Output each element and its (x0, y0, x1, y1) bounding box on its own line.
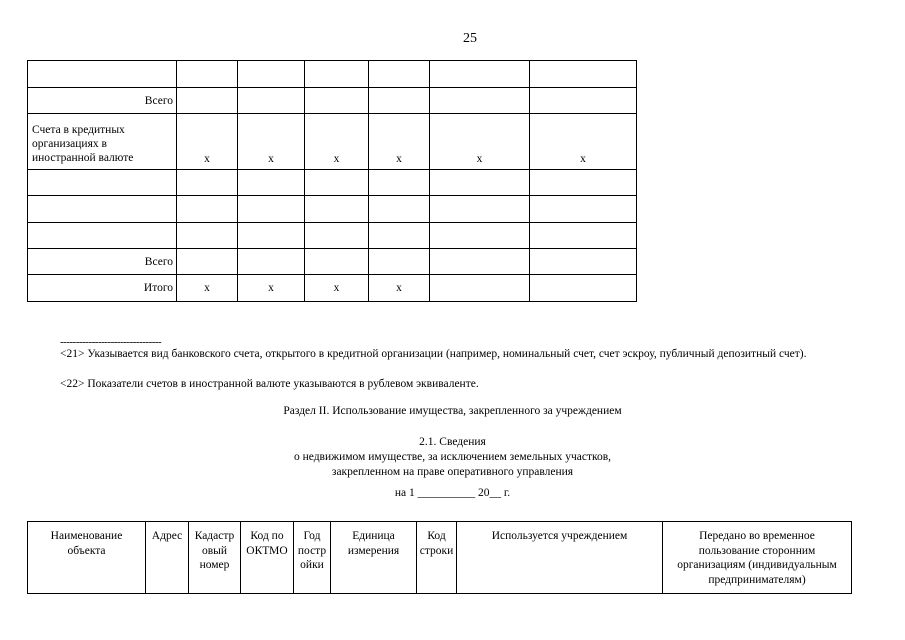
row-label-total: Всего (28, 88, 177, 114)
table-row (28, 170, 637, 196)
table-row (28, 88, 637, 114)
page-number: 25 (463, 31, 477, 46)
row-label-grand-total: Итого (28, 275, 177, 302)
table-cell: x (177, 275, 238, 302)
table-row (28, 275, 637, 302)
table-row (28, 114, 637, 170)
column-header-cadastral-number: Кадастр овый номер (189, 522, 241, 594)
table-header-row (28, 522, 852, 594)
table-cell: x (238, 114, 305, 170)
footnote-21: <21> Указывается вид банковского счета, открытого в кредитной организации (например, номинальный счет, счет эскроу, публичный депозитный счет). (60, 348, 807, 360)
table-cell: x (530, 114, 637, 170)
subsection-heading: 2.1. Сведения (419, 436, 486, 448)
column-header-oktmo-code: Код по ОКТМО (241, 522, 294, 594)
table-cell: x (305, 275, 369, 302)
column-header-object-name: Наименование объекта (28, 522, 146, 594)
column-header-build-year: Год постр ойки (294, 522, 331, 594)
real-estate-table (27, 521, 852, 594)
column-header-used-by-institution: Используется учреждением (457, 522, 663, 594)
table-row (28, 223, 637, 249)
table-row (28, 61, 637, 88)
table-cell: x (430, 114, 530, 170)
footnote-22: <22> Показатели счетов в иностранной валюте указываются в рублевом эквиваленте. (60, 378, 479, 390)
table-cell: x (369, 114, 430, 170)
column-header-address: Адрес (146, 522, 189, 594)
table-row (28, 249, 637, 275)
row-label-total: Всего (28, 249, 177, 275)
row-label-foreign-currency-accounts: Счета в кредитных организациях в иностранной валюте (28, 114, 177, 170)
column-header-unit: Единица измерения (331, 522, 417, 594)
footnote-separator: -------------------------------- (60, 336, 162, 348)
subsection-line-1: о недвижимом имуществе, за исключением земельных участков, (293, 451, 612, 463)
table-cell (530, 275, 637, 302)
subsection-line-2: закрепленном на праве оперативного управления (331, 466, 574, 478)
column-header-transferred-temporary-use: Передано во временное пользование сторонним организациям (индивидуальным предпринимателям) (663, 522, 852, 594)
accounts-table (27, 60, 637, 302)
table-cell (28, 61, 177, 88)
column-header-row-code: Код строки (417, 522, 457, 594)
table-cell: x (369, 275, 430, 302)
table-row (28, 196, 637, 223)
table-cell: x (305, 114, 369, 170)
table-cell (430, 275, 530, 302)
table-cell: x (177, 114, 238, 170)
date-line: на 1 __________ 20__ г. (394, 487, 511, 499)
section-title: Раздел II. Использование имущества, закрепленного за учреждением (283, 405, 622, 417)
table-cell: x (238, 275, 305, 302)
